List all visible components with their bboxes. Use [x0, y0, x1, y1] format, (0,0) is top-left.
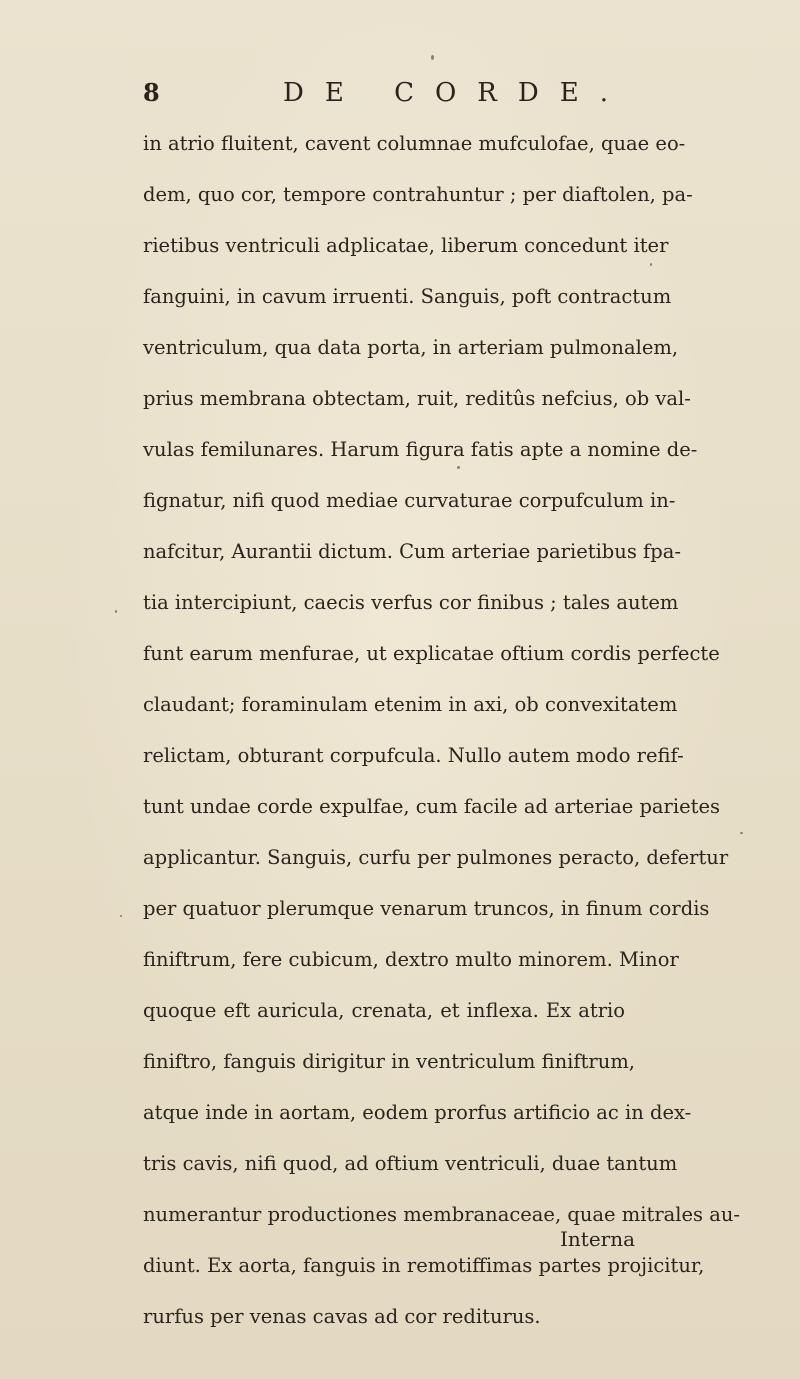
paper-speck [120, 915, 122, 917]
page-number: 8 [143, 78, 160, 107]
text-line: fignatur, nifi quod mediae curvaturae corpufculum in- [143, 489, 676, 512]
text-line: funt earum menfurae, ut explicatae oftium cordis perfecte [143, 642, 720, 665]
text-line: tris cavis, nifi quod, ad oftium ventriculi, duae tantum [143, 1152, 678, 1175]
text-line: tunt undae corde expulfae, cum facile ad arteriae parietes [143, 795, 721, 818]
body-text [143, 127, 741, 1351]
text-line: tia intercipiunt, caecis verfus cor finibus ; tales autem [143, 591, 679, 614]
text-line: finiftro, fanguis dirigitur in ventriculum finiftrum, [143, 1050, 636, 1073]
text-line: vulas femilunares. Harum figura fatis apte a nomine de- [143, 438, 698, 461]
paper-speck [457, 466, 460, 469]
text-line: prius membrana obtectam, ruit, reditûs nefcius, ob val- [143, 387, 691, 410]
paper-speck [431, 55, 434, 60]
page-header [143, 78, 629, 118]
text-line: finiftrum, fere cubicum, dextro multo minorem. Minor [143, 948, 679, 971]
text-line: applicantur. Sanguis, curfu per pulmones peracto, defertur [143, 846, 729, 869]
text-line: atque inde in aortam, eodem prorfus artificio ac in dex- [143, 1101, 692, 1124]
text-line: in atrio fluitent, cavent columnae mufculofae, quae eo- [143, 132, 686, 155]
paper-speck [740, 832, 743, 834]
text-line: claudant; foraminulam etenim in axi, ob convexitatem [143, 693, 678, 716]
text-line: per quatuor plerumque venarum truncos, in finum cordis [143, 897, 710, 920]
running-title: DE CORDE. [283, 78, 629, 108]
text-line: diunt. Ex aorta, fanguis in remotiffimas partes projicitur, [143, 1254, 705, 1277]
text-line: fanguini, in cavum irruenti. Sanguis, poft contractum [143, 285, 672, 308]
text-line: nafcitur, Aurantii dictum. Cum arteriae parietibus fpa- [143, 540, 681, 563]
text-line: rietibus ventriculi adplicatae, liberum concedunt iter [143, 234, 669, 257]
text-line: relictam, obturant corpufcula. Nullo autem modo refif- [143, 744, 684, 767]
text-line: dem, quo cor, tempore contrahuntur ; per diaftolen, pa- [143, 183, 693, 206]
text-line: quoque eft auricula, crenata, et inflexa. Ex atrio [143, 999, 625, 1022]
paper-speck [650, 263, 652, 266]
text-line: ventriculum, qua data porta, in arteriam pulmonalem, [143, 336, 679, 359]
catchword: Interna [560, 1227, 636, 1251]
text-line: rurfus per venas cavas ad cor rediturus. [143, 1305, 541, 1328]
paper-speck [115, 610, 117, 613]
text-line: numerantur productiones membranaceae, quae mitrales au- [143, 1203, 741, 1226]
